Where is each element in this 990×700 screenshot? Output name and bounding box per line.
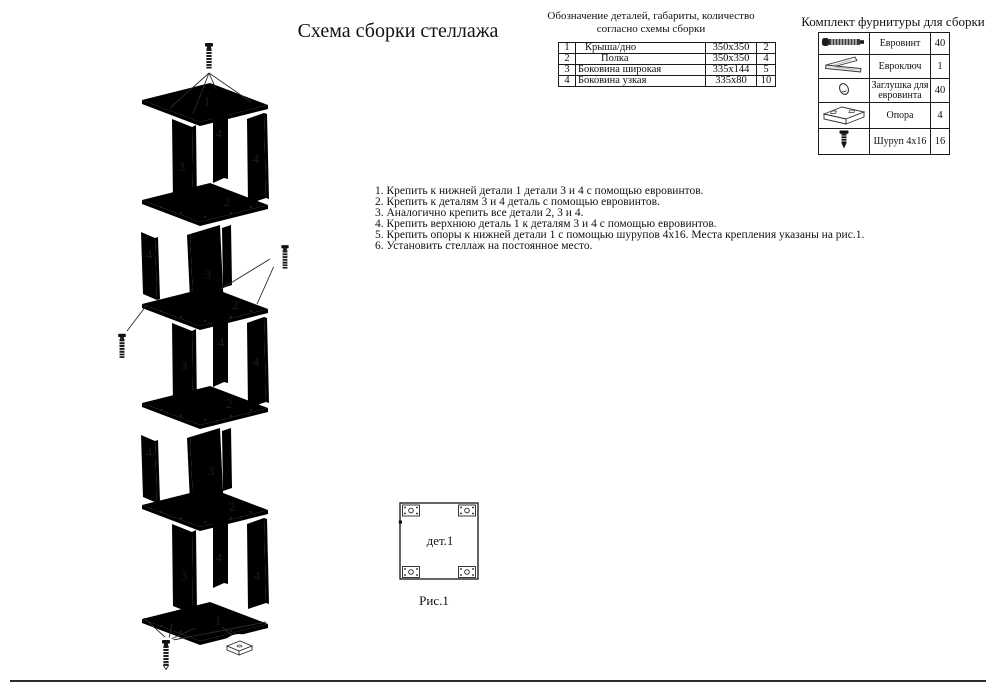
eurokey-icon (821, 55, 867, 75)
eurovint-callout-left (107, 331, 138, 362)
part-label: 3 (207, 463, 215, 478)
step-6: 6. Установить стеллаж на постоянное место. (375, 240, 593, 253)
part-label: 3 (204, 267, 212, 282)
eurovint-icon (821, 34, 867, 50)
parts-caption-line1: Обозначение деталей, габариты, количество (547, 10, 755, 22)
part-label: 4 (217, 335, 225, 350)
cap-icon (821, 79, 867, 99)
part-label: 3 (178, 159, 186, 174)
part-number: 1 (559, 43, 576, 54)
part-label: 4 (145, 247, 153, 262)
part-label: 2 (228, 499, 236, 514)
part-size: 350x350 (706, 43, 757, 54)
hardware-table (818, 32, 950, 155)
part-qty: 10 (757, 76, 776, 87)
hardware-name: Опора (870, 103, 931, 129)
part-qty: 5 (757, 65, 776, 76)
hardware-qty: 4 (931, 103, 950, 129)
part-number: 3 (559, 65, 576, 76)
table-row (819, 79, 950, 103)
detail-figure (395, 498, 485, 588)
shelf-stack (141, 83, 269, 645)
assembly-steps (375, 186, 864, 253)
step-4: 4. Крепить верхнюю деталь 1 к деталям 3 и 4 с помощью евровинтов. (375, 218, 717, 231)
part-label: 3 (180, 568, 188, 583)
table-row (559, 65, 776, 76)
step-1: 1. Крепить к нижней детали 1 детали 3 и 4 с помощью евровинтов. (375, 185, 704, 197)
part-number: 2 (559, 54, 576, 65)
bottom-rule (10, 680, 986, 682)
step-2: 2. Крепить к деталям 3 и 4 деталь с помощью евровинтов. (375, 196, 660, 209)
part-qty: 4 (757, 54, 776, 65)
part-label: 4 (145, 445, 153, 460)
part-label: 4 (215, 126, 223, 141)
part-label: 1 (214, 613, 222, 628)
part-size: 350x350 (706, 54, 757, 65)
part-name: Крыша/дно (576, 43, 706, 54)
part-label: 4 (215, 550, 223, 565)
table-row (819, 129, 950, 155)
part-name: Боковина узкая (576, 76, 706, 87)
part-name: Полка (576, 54, 706, 65)
part-size: 335x144 (706, 65, 757, 76)
part-label: 2 (223, 194, 231, 209)
part-number: 4 (559, 76, 576, 87)
hardware-table-caption: Комплект фурнитуры для сборки (801, 14, 985, 29)
figure-caption: Рис.1 (419, 593, 449, 608)
parts-caption-line2: согласно схемы сборки (596, 22, 706, 35)
table-row (819, 33, 950, 55)
page-title: Схема сборки стеллажа (297, 20, 499, 42)
parts-table (558, 42, 776, 87)
table-row (819, 55, 950, 79)
eurovint-callout-right (270, 242, 300, 272)
table-row (559, 54, 776, 65)
hardware-name: Евровинт (870, 33, 931, 55)
table-row (559, 76, 776, 87)
screw-icon (821, 129, 867, 151)
hardware-name: Евроключ (870, 55, 931, 79)
part-size: 335x80 (706, 76, 757, 87)
hardware-qty: 40 (931, 79, 950, 103)
table-row (819, 103, 950, 129)
hardware-qty: 16 (931, 129, 950, 155)
callouts (107, 40, 301, 672)
part-label: 3 (180, 358, 188, 373)
part-label: 2 (231, 297, 239, 312)
part-name: Боковина широкая (576, 65, 706, 76)
part-label: 2 (225, 396, 233, 411)
table-row (559, 43, 776, 54)
tower-diagram (95, 28, 320, 683)
hardware-qty: 40 (931, 33, 950, 55)
step-5: 5. Крепить опоры к нижней детали 1 с помощью шурупов 4x16. Места крепления указаны на рис.1. (375, 229, 865, 242)
hardware-qty: 1 (931, 55, 950, 79)
support-callout-bottom (223, 634, 255, 660)
detail-label: дет.1 (426, 533, 454, 548)
hardware-name: Шуруп 4x16 (870, 129, 931, 155)
support-icon (821, 103, 867, 125)
hardware-name: Заглушка для евровинта (871, 79, 929, 101)
part-label: 4 (253, 568, 261, 583)
eurovint-callout-top (193, 40, 226, 73)
part-label: 1 (203, 94, 211, 109)
part-label: 4 (252, 151, 260, 166)
step-3: 3. Аналогично крепить все детали 2, 3 и 4. (375, 207, 584, 220)
part-qty: 2 (757, 43, 776, 54)
part-label: 4 (252, 354, 260, 369)
part-labels (146, 94, 261, 628)
parts-table-caption (540, 10, 762, 35)
screw-callout-bottom (153, 637, 180, 671)
